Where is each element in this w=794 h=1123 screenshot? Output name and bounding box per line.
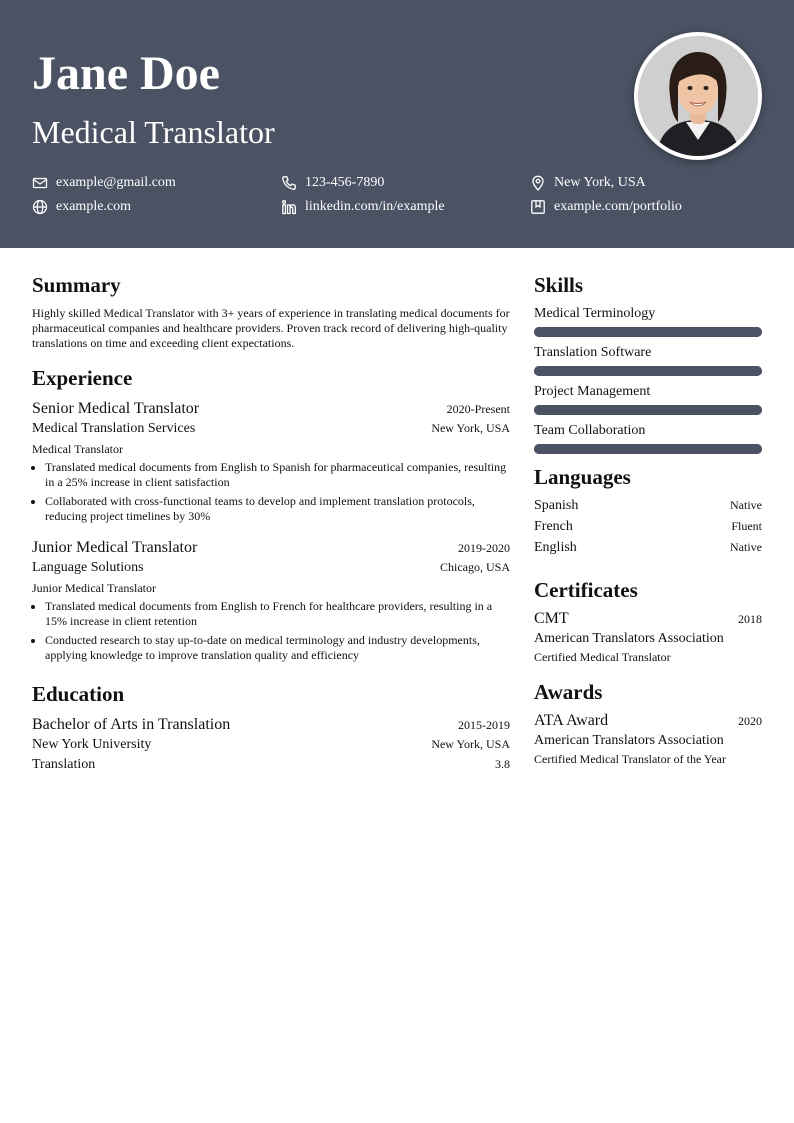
certificates-section bbox=[534, 577, 762, 665]
skill-bar bbox=[534, 405, 762, 415]
contact-location bbox=[530, 174, 762, 192]
certificates-heading: Certificates bbox=[534, 578, 638, 602]
job-location: Chicago, USA bbox=[440, 560, 510, 574]
language-item bbox=[534, 517, 762, 536]
education-school: New York University bbox=[32, 737, 152, 752]
resume-body bbox=[0, 248, 794, 775]
job-title: Junior Medical Translator bbox=[32, 539, 198, 556]
job-bullet: • Collaborated with cross-functional teams to develop and implement translation protocols, reducing project timelines by 30% bbox=[45, 494, 510, 524]
job-dates: 2019-2020 bbox=[458, 541, 510, 555]
language-level: Fluent bbox=[731, 519, 762, 533]
job-title: Senior Medical Translator bbox=[32, 400, 200, 417]
languages-heading: Languages bbox=[534, 465, 631, 489]
education-heading: Education bbox=[32, 682, 125, 706]
skill-bar bbox=[534, 327, 762, 337]
award-year: 2020 bbox=[738, 714, 762, 728]
contact-phone[interactable] bbox=[281, 174, 530, 192]
job-bullet: • Translated medical documents from English to French for healthcare providers, resulting in a 15% increase in client retention bbox=[45, 599, 510, 629]
award-name: ATA Award bbox=[534, 712, 609, 729]
job-company: Medical Translation Services bbox=[32, 421, 196, 436]
skill-item bbox=[534, 421, 762, 454]
job-company: Language Solutions bbox=[32, 560, 144, 575]
experience-item bbox=[32, 399, 510, 524]
profile-photo-image bbox=[638, 36, 758, 156]
skill-bar-fill bbox=[534, 405, 762, 415]
certificate-name: CMT bbox=[534, 610, 569, 627]
skill-item bbox=[534, 343, 762, 376]
contact-portfolio-text: example.com/portfolio bbox=[554, 199, 682, 214]
contact-website[interactable] bbox=[32, 198, 281, 216]
language-name: English bbox=[534, 540, 577, 555]
location-pin-icon bbox=[530, 175, 546, 191]
contact-location-text: New York, USA bbox=[554, 175, 646, 190]
certificate-desc: Certified Medical Translator bbox=[534, 650, 671, 664]
experience-section bbox=[32, 365, 510, 663]
skills-section bbox=[534, 272, 762, 454]
experience-heading: Experience bbox=[32, 366, 133, 390]
awards-section bbox=[534, 679, 762, 767]
skill-name: Project Management bbox=[534, 384, 651, 399]
education-gpa: 3.8 bbox=[495, 757, 510, 771]
skill-bar-fill bbox=[534, 327, 762, 337]
awards-heading: Awards bbox=[534, 680, 603, 704]
languages-section bbox=[534, 464, 762, 557]
award-org: American Translators Association bbox=[534, 733, 724, 748]
skill-name: Translation Software bbox=[534, 345, 652, 360]
linkedin-icon bbox=[281, 199, 297, 215]
experience-item bbox=[32, 538, 510, 663]
globe-icon bbox=[32, 199, 48, 215]
skill-bar-fill bbox=[534, 366, 762, 376]
job-role: Junior Medical Translator bbox=[32, 581, 156, 595]
skill-bar bbox=[534, 444, 762, 454]
candidate-name: Jane Doe bbox=[32, 47, 220, 100]
skills-heading: Skills bbox=[534, 273, 584, 297]
language-level: Native bbox=[730, 498, 762, 512]
language-item bbox=[534, 496, 762, 515]
job-role: Medical Translator bbox=[32, 442, 123, 456]
job-bullets bbox=[32, 460, 510, 524]
skill-item bbox=[534, 304, 762, 337]
left-column bbox=[32, 272, 510, 775]
education-field: Translation bbox=[32, 757, 96, 772]
contact-linkedin-text: linkedin.com/in/example bbox=[305, 199, 445, 214]
contact-email-text: example@gmail.com bbox=[56, 175, 176, 190]
phone-icon bbox=[281, 175, 297, 191]
contact-portfolio[interactable] bbox=[530, 198, 762, 216]
profile-photo bbox=[634, 32, 762, 160]
mail-icon bbox=[32, 175, 48, 191]
skill-bar-fill bbox=[534, 444, 762, 454]
right-column bbox=[534, 272, 762, 775]
contact-list bbox=[32, 174, 762, 216]
portfolio-icon bbox=[530, 199, 546, 215]
skill-name: Team Collaboration bbox=[534, 423, 646, 438]
education-location: New York, USA bbox=[431, 737, 510, 751]
job-dates: 2020-Present bbox=[446, 402, 510, 416]
summary-section bbox=[32, 272, 510, 351]
skill-bar bbox=[534, 366, 762, 376]
language-item bbox=[534, 538, 762, 557]
job-bullet: • Translated medical documents from English to Spanish for pharmaceutical companies, resulting in a 25% increase in client satisfaction bbox=[45, 460, 510, 490]
summary-heading: Summary bbox=[32, 273, 121, 297]
language-name: Spanish bbox=[534, 498, 579, 513]
summary-text: Highly skilled Medical Translator with 3+ years of experience in translating medical documents for pharmaceutical companies and healthcare providers. Proven track record of delivering high-quality translations on time and exceeding client expectations. bbox=[32, 306, 510, 350]
skill-item bbox=[534, 382, 762, 415]
skill-name: Medical Terminology bbox=[534, 306, 656, 321]
language-name: French bbox=[534, 519, 573, 534]
contact-linkedin[interactable] bbox=[281, 198, 530, 216]
job-bullet: • Conducted research to stay up-to-date on medical terminology and industry developments, applying knowledge to improve translation quality and efficiency bbox=[45, 633, 510, 663]
award-desc: Certified Medical Translator of the Year bbox=[534, 752, 726, 766]
contact-email[interactable] bbox=[32, 174, 281, 192]
education-dates: 2015-2019 bbox=[458, 718, 510, 732]
education-section bbox=[32, 681, 510, 775]
contact-website-text: example.com bbox=[56, 199, 132, 214]
job-bullets bbox=[32, 599, 510, 663]
job-location: New York, USA bbox=[431, 421, 510, 435]
language-level: Native bbox=[730, 540, 762, 554]
job-title-headline: Medical Translator bbox=[32, 114, 275, 150]
education-degree: Bachelor of Arts in Translation bbox=[32, 716, 231, 733]
contact-phone-text: 123-456-7890 bbox=[305, 175, 385, 190]
resume-header bbox=[0, 0, 794, 248]
certificate-year: 2018 bbox=[738, 612, 762, 626]
certificate-org: American Translators Association bbox=[534, 631, 724, 646]
